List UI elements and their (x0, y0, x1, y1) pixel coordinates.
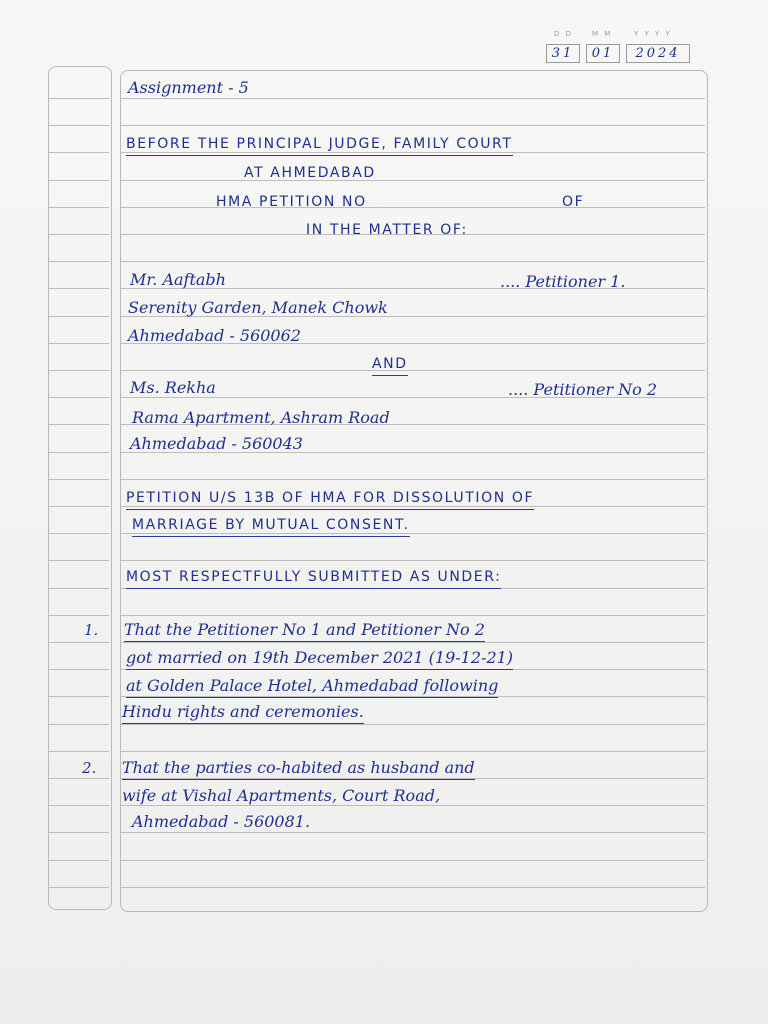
rule-line (121, 887, 705, 888)
paragraph1-line3: at Golden Palace Hotel, Ahmedabad following (126, 676, 498, 698)
petitioner1-address1: Serenity Garden, Manek Chowk (128, 298, 388, 317)
date-day: 31 (546, 44, 580, 63)
rule-line (49, 751, 109, 752)
rule-line (121, 125, 705, 126)
petition-title-line2: MARRIAGE BY MUTUAL CONSENT. (132, 515, 410, 537)
rule-line (121, 832, 705, 833)
date-label-day: D D (554, 30, 574, 38)
date-month: 01 (586, 44, 620, 63)
date-cells (546, 44, 691, 62)
submission-heading: MOST RESPECTFULLY SUBMITTED AS UNDER: (126, 567, 501, 589)
rule-line (49, 832, 109, 833)
rule-line (121, 261, 705, 262)
rule-line (49, 397, 109, 398)
rule-line (49, 343, 109, 344)
court-heading-line1: BEFORE THE PRINCIPAL JUDGE, FAMILY COURT (126, 134, 513, 156)
date-label-year: Y Y Y Y (634, 30, 672, 38)
paragraph1-line2: got married on 19th December 2021 (19-12-21) (126, 648, 513, 670)
rule-line (49, 180, 109, 181)
petitioner2-address1: Rama Apartment, Ashram Road (132, 408, 390, 427)
rule-line (121, 180, 705, 181)
date-label-month: M M (592, 30, 613, 38)
rule-line (49, 424, 109, 425)
rule-line (121, 370, 705, 371)
petitioner2-role: .... Petitioner No 2 (508, 380, 658, 399)
rule-line (49, 506, 109, 507)
rule-line (121, 479, 705, 480)
court-heading-line2: AT AHMEDABAD (244, 165, 376, 181)
rule-line (49, 316, 109, 317)
margin-column (48, 66, 112, 910)
rule-line (49, 452, 109, 453)
paragraph1-number: 1. (84, 621, 99, 639)
rule-line (121, 724, 705, 725)
petitioner2-address2: Ahmedabad - 560043 (130, 434, 303, 453)
petitioner1-name: Mr. Aaftabh (130, 270, 226, 289)
rule-line (121, 615, 705, 616)
paragraph2-line3: Ahmedabad - 560081. (132, 812, 311, 831)
rule-line (49, 152, 109, 153)
rule-line (49, 669, 109, 670)
rule-line (121, 98, 705, 99)
paragraph1-line1: That the Petitioner No 1 and Petitioner No 2 (124, 620, 485, 642)
date-year: 2024 (626, 44, 690, 63)
rule-line (121, 642, 705, 643)
assignment-title: Assignment - 5 (128, 78, 249, 97)
rule-line (49, 370, 109, 371)
paragraph2-line2: wife at Vishal Apartments, Court Road, (122, 786, 441, 805)
rule-line (49, 805, 109, 806)
rule-line (121, 751, 705, 752)
paragraph2-line1: That the parties co-habited as husband and (122, 758, 475, 780)
rule-line (121, 860, 705, 861)
rule-line (49, 261, 109, 262)
rule-line (49, 778, 109, 779)
petitioner1-role: .... Petitioner 1. (500, 272, 626, 291)
rule-line (49, 125, 109, 126)
rule-line (49, 288, 109, 289)
rule-line (49, 588, 109, 589)
rule-line (49, 642, 109, 643)
rule-line (49, 207, 109, 208)
rule-line (49, 615, 109, 616)
rule-line (49, 234, 109, 235)
rule-line (49, 887, 109, 888)
date-labels (546, 30, 691, 40)
rule-line (49, 479, 109, 480)
and-label: AND (372, 354, 408, 376)
rule-line (121, 560, 705, 561)
paragraph2-number: 2. (82, 759, 97, 777)
date-box (546, 30, 691, 64)
petitioner1-address2: Ahmedabad - 560062 (128, 326, 301, 345)
rule-line (121, 207, 705, 208)
court-heading-of: OF (562, 194, 585, 210)
petition-title-line1: PETITION U/S 13B OF HMA FOR DISSOLUTION OF (126, 488, 534, 510)
rule-line (49, 696, 109, 697)
court-heading-matter: IN THE MATTER OF: (306, 222, 468, 238)
petitioner2-name: Ms. Rekha (130, 378, 216, 397)
rule-line (49, 98, 109, 99)
paragraph1-line4: Hindu rights and ceremonies. (122, 702, 364, 724)
rule-line (49, 860, 109, 861)
court-heading-petition-no: HMA PETITION NO (216, 194, 367, 210)
rule-line (49, 560, 109, 561)
rule-line (49, 724, 109, 725)
rule-line (49, 533, 109, 534)
